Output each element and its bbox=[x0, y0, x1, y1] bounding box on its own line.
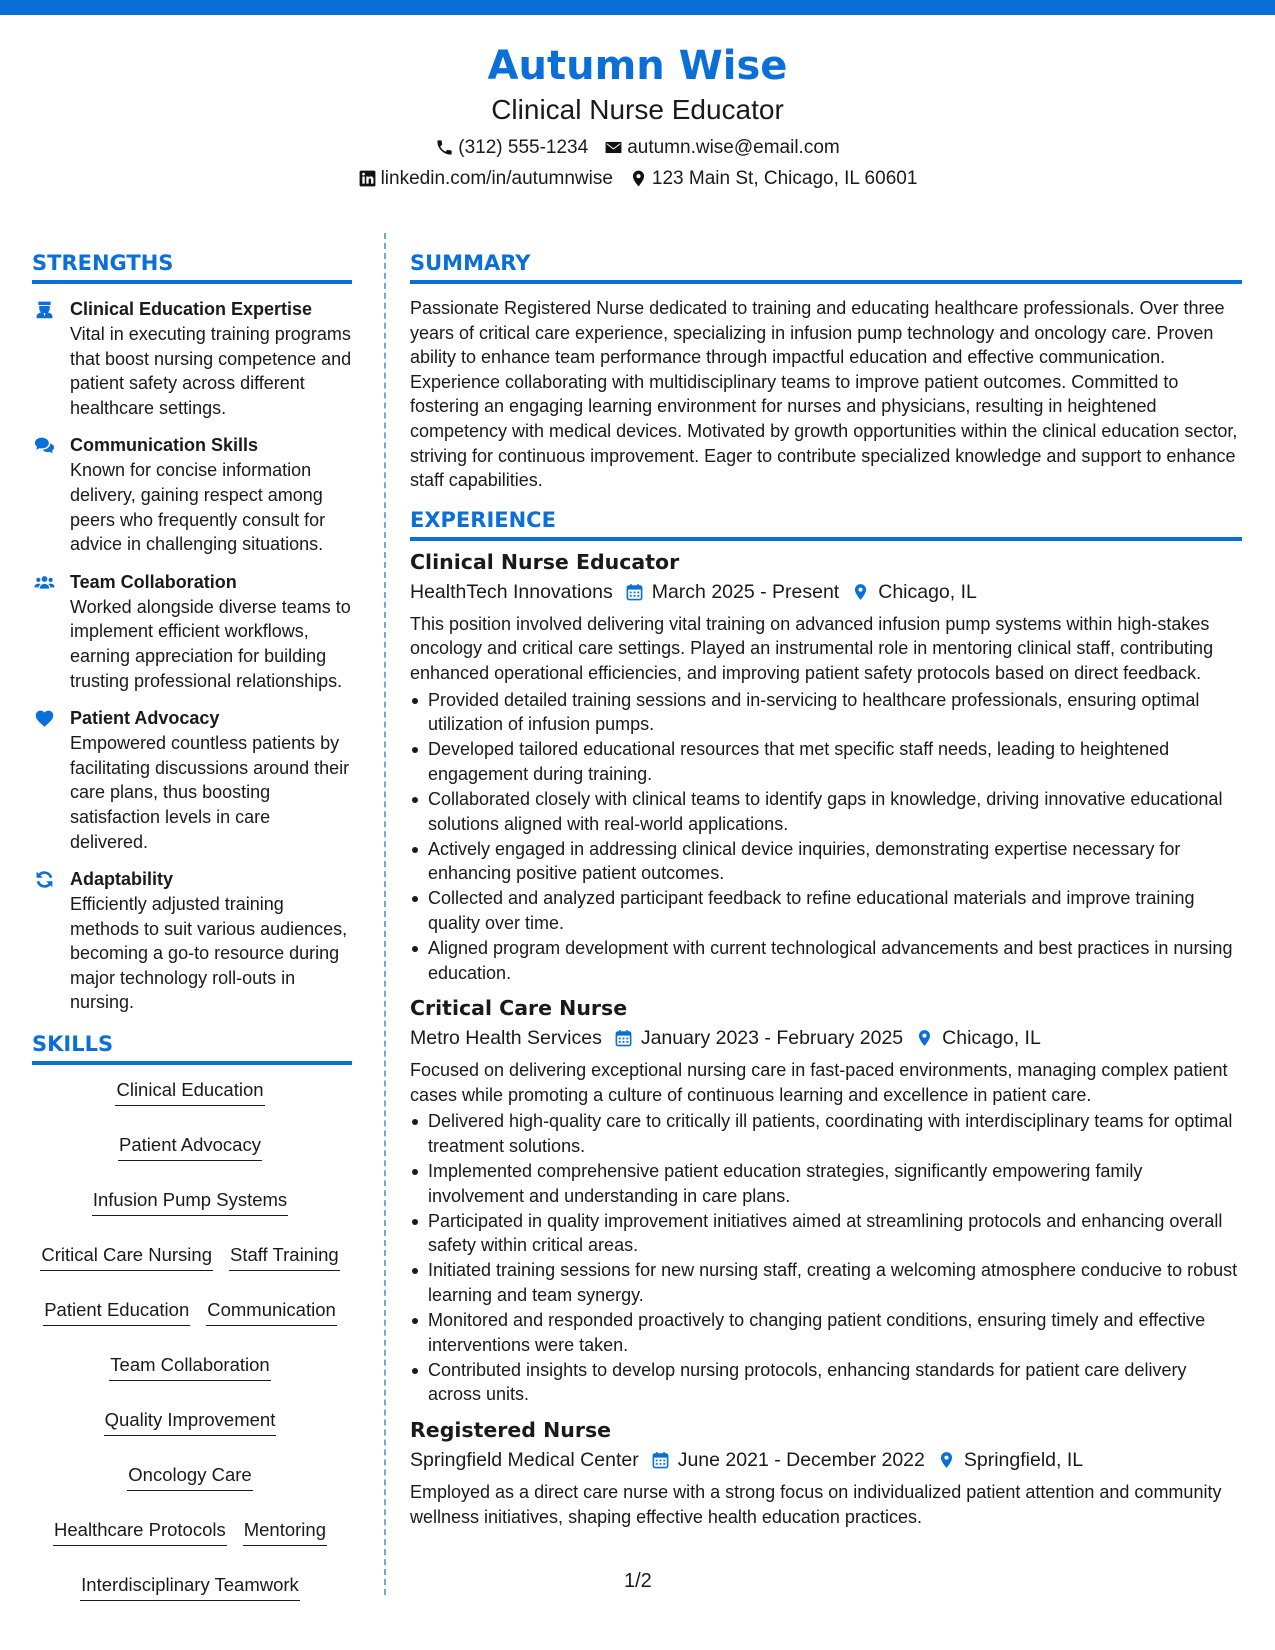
bullet-item: Monitored and responded proactively to changing patient conditions, ensuring timely and effective interventions were taken. bbox=[410, 1308, 1242, 1357]
bullet-item: Contributed insights to develop nursing protocols, enhancing standards for patient care delivery across units. bbox=[410, 1358, 1242, 1407]
job-description: Focused on delivering exceptional nursing care in fast-paced environments, managing complex patient cases while promoting a culture of continuous learning and excellence in patient care. bbox=[410, 1060, 1228, 1105]
users-icon bbox=[34, 572, 55, 593]
job-title: Clinical Nurse Educator bbox=[410, 549, 680, 574]
email-contact[interactable] bbox=[604, 132, 840, 163]
column-divider bbox=[384, 233, 386, 1595]
street-address: 123 Main St, Chicago, IL 60601 bbox=[651, 168, 918, 189]
job-title: Registered Nurse bbox=[410, 1417, 612, 1442]
skill-tag: Clinical Education bbox=[115, 1077, 264, 1106]
phone-icon bbox=[435, 138, 454, 157]
calendar-icon bbox=[614, 1028, 633, 1048]
strength-title: Clinical Education Expertise bbox=[70, 299, 313, 319]
skill-tag: Patient Education bbox=[43, 1297, 190, 1326]
skill-tag: Team Collaboration bbox=[109, 1352, 270, 1381]
bullet-item: Implemented comprehensive patient education strategies, significantly empowering family involvement and understanding in care plans. bbox=[410, 1159, 1242, 1208]
job-entry bbox=[410, 547, 1242, 985]
strength-item bbox=[32, 569, 352, 693]
refresh-icon bbox=[34, 869, 55, 890]
strength-title: Team Collaboration bbox=[70, 571, 237, 592]
strength-desc: Worked alongside diverse teams to implement efficient workflows, earning appreciation for building trusting professional relationships. bbox=[70, 596, 351, 691]
map-pin-icon bbox=[915, 1028, 934, 1048]
job-meta bbox=[410, 1023, 1242, 1053]
job-location bbox=[937, 1445, 1083, 1475]
location-text: Chicago, IL bbox=[942, 1027, 1041, 1050]
summary-text: Passionate Registered Nurse dedicated to training and educating healthcare professionals. Over three years of critical care experience, specializing in infusion pump technology and oncology care. Proven ability to enhance team performance through impactful education and effective communication. Experience collaborating with multidisciplinary teams to improve patient outcomes. Committed to fostering an engaging learning environment for nurses and physicians, resulting in heightened competency with medical devices. Motivated by growth opportunities within the clinical education sector, striving for continuous improvement. Eager to contribute specialized knowledge and support to enhance staff capabilities. bbox=[410, 298, 1238, 491]
skills-list bbox=[32, 1077, 352, 1601]
experience-heading: EXPERIENCE bbox=[410, 507, 556, 532]
contact-row-2 bbox=[0, 163, 1275, 194]
job-bullets bbox=[410, 1109, 1242, 1407]
strength-desc: Empowered countless patients by facilitating discussions around their care plans, thus boosting satisfaction levels in care delivered. bbox=[70, 733, 350, 852]
skill-tag: Interdisciplinary Teamwork bbox=[80, 1572, 300, 1601]
skill-tag: Patient Advocacy bbox=[118, 1132, 262, 1161]
job-dates bbox=[651, 1445, 925, 1475]
candidate-title: Clinical Nurse Educator bbox=[491, 94, 784, 125]
company-name: HealthTech Innovations bbox=[410, 580, 613, 603]
skill-tag: Mentoring bbox=[243, 1517, 327, 1546]
bullet-item: Collaborated closely with clinical teams to identify gaps in knowledge, driving innovative educational solutions aligned with real-world applications. bbox=[410, 787, 1242, 836]
linkedin-contact[interactable] bbox=[358, 163, 613, 194]
calendar-icon bbox=[625, 582, 644, 602]
page-number: 1/2 bbox=[624, 1570, 652, 1592]
bullet-item: Aligned program development with current technological advancements and best practices in nursing education. bbox=[410, 936, 1242, 985]
job-description: Employed as a direct care nurse with a strong focus on individualized patient attention and community wellness initiatives, shaping effective health education practices. bbox=[410, 1481, 1222, 1527]
left-column bbox=[32, 246, 352, 1601]
skill-tag: Staff Training bbox=[229, 1242, 340, 1271]
map-pin-icon bbox=[629, 169, 648, 188]
envelope-icon bbox=[604, 138, 623, 157]
skill-tag: Critical Care Nursing bbox=[40, 1242, 213, 1271]
job-entry bbox=[410, 1415, 1242, 1529]
company-name: Springfield Medical Center bbox=[410, 1448, 639, 1471]
date-range: January 2023 - February 2025 bbox=[640, 1027, 904, 1050]
phone-number: (312) 555-1234 bbox=[458, 137, 589, 158]
job-entry bbox=[410, 993, 1242, 1407]
linkedin-url[interactable]: linkedin.com/in/autumnwise bbox=[380, 168, 613, 189]
bullet-item: Actively engaged in addressing clinical device inquiries, demonstrating expertise necessary for enhancing positive patient outcomes. bbox=[410, 837, 1242, 886]
strength-desc: Vital in executing training programs that boost nursing competence and patient safety across different healthcare settings. bbox=[70, 324, 352, 418]
phone-contact bbox=[435, 132, 588, 163]
strength-desc: Known for concise information delivery, gaining respect among peers who frequently consult for advice in challenging situations. bbox=[70, 460, 326, 555]
bullet-item: Participated in quality improvement initiatives aimed at streamlining protocols and enhancing overall safety within critical areas. bbox=[410, 1209, 1242, 1258]
skill-tag: Infusion Pump Systems bbox=[92, 1187, 288, 1216]
strength-item bbox=[32, 296, 352, 420]
strength-desc: Efficiently adjusted training methods to suit various audiences, becoming a go-to resource during major technology roll-outs in nursing. bbox=[70, 894, 348, 1013]
candidate-name: Autumn Wise bbox=[487, 43, 788, 89]
strengths-rule bbox=[32, 280, 352, 284]
skill-tag: Quality Improvement bbox=[104, 1407, 277, 1436]
strength-item bbox=[32, 432, 352, 556]
job-bullets bbox=[410, 688, 1242, 986]
job-dates bbox=[625, 577, 840, 607]
location-text: Springfield, IL bbox=[963, 1448, 1084, 1471]
bullet-item: Provided detailed training sessions and in-servicing to healthcare professionals, ensuring optimal utilization of infusion pumps. bbox=[410, 688, 1242, 737]
date-range: June 2021 - December 2022 bbox=[677, 1448, 925, 1471]
job-description: This position involved delivering vital training on advanced infusion pump systems within high-stakes oncology and critical care settings. Played an instrumental role in mentoring clinical staff, contributing enhanced operational efficiencies, and improving patient safety protocols based on direct feedback. bbox=[410, 613, 1214, 683]
strength-item bbox=[32, 705, 352, 854]
skill-tag: Oncology Care bbox=[127, 1462, 252, 1491]
skills-heading: SKILLS bbox=[32, 1032, 114, 1057]
job-meta bbox=[410, 577, 1242, 607]
map-pin-icon bbox=[937, 1450, 956, 1470]
summary-heading: SUMMARY bbox=[410, 251, 531, 275]
strength-title: Patient Advocacy bbox=[70, 708, 220, 729]
strength-title: Adaptability bbox=[70, 869, 174, 890]
strengths-heading: STRENGTHS bbox=[32, 251, 174, 275]
bullet-item: Developed tailored educational resources that met specific staff needs, leading to heightened engagement during training. bbox=[410, 737, 1242, 786]
date-range: March 2025 - Present bbox=[651, 580, 840, 603]
job-dates bbox=[614, 1023, 903, 1053]
contact-row-1 bbox=[0, 132, 1275, 163]
comments-icon bbox=[34, 435, 55, 456]
job-meta bbox=[410, 1445, 1242, 1475]
map-pin-icon bbox=[851, 582, 870, 602]
linkedin-icon bbox=[358, 169, 377, 188]
email-address[interactable]: autumn.wise@email.com bbox=[627, 137, 840, 158]
heart-icon bbox=[34, 708, 55, 729]
job-location bbox=[851, 577, 977, 607]
skill-tag: Communication bbox=[206, 1297, 337, 1326]
experience-rule bbox=[410, 537, 1242, 541]
address-contact bbox=[629, 163, 917, 194]
location-text: Chicago, IL bbox=[878, 580, 977, 603]
strength-title: Communication Skills bbox=[70, 435, 259, 456]
job-location bbox=[915, 1023, 1041, 1053]
resume-header bbox=[0, 40, 1275, 194]
graduation-icon bbox=[34, 299, 55, 320]
right-column bbox=[410, 246, 1242, 1537]
strength-item bbox=[32, 866, 352, 1015]
company-name: Metro Health Services bbox=[410, 1027, 602, 1050]
bullet-item: Collected and analyzed participant feedback to refine educational materials and improve training quality over time. bbox=[410, 886, 1242, 935]
bullet-item: Initiated training sessions for new nursing staff, creating a welcoming atmosphere conducive to robust learning and team synergy. bbox=[410, 1258, 1242, 1307]
bullet-item: Delivered high-quality care to critically ill patients, coordinating with interdisciplinary teams for optimal treatment solutions. bbox=[410, 1109, 1242, 1158]
top-accent-bar bbox=[0, 0, 1275, 15]
summary-rule bbox=[410, 280, 1242, 284]
skill-tag: Healthcare Protocols bbox=[53, 1517, 227, 1546]
skills-rule bbox=[32, 1061, 352, 1065]
calendar-icon bbox=[651, 1450, 670, 1470]
job-title: Critical Care Nurse bbox=[410, 996, 628, 1021]
